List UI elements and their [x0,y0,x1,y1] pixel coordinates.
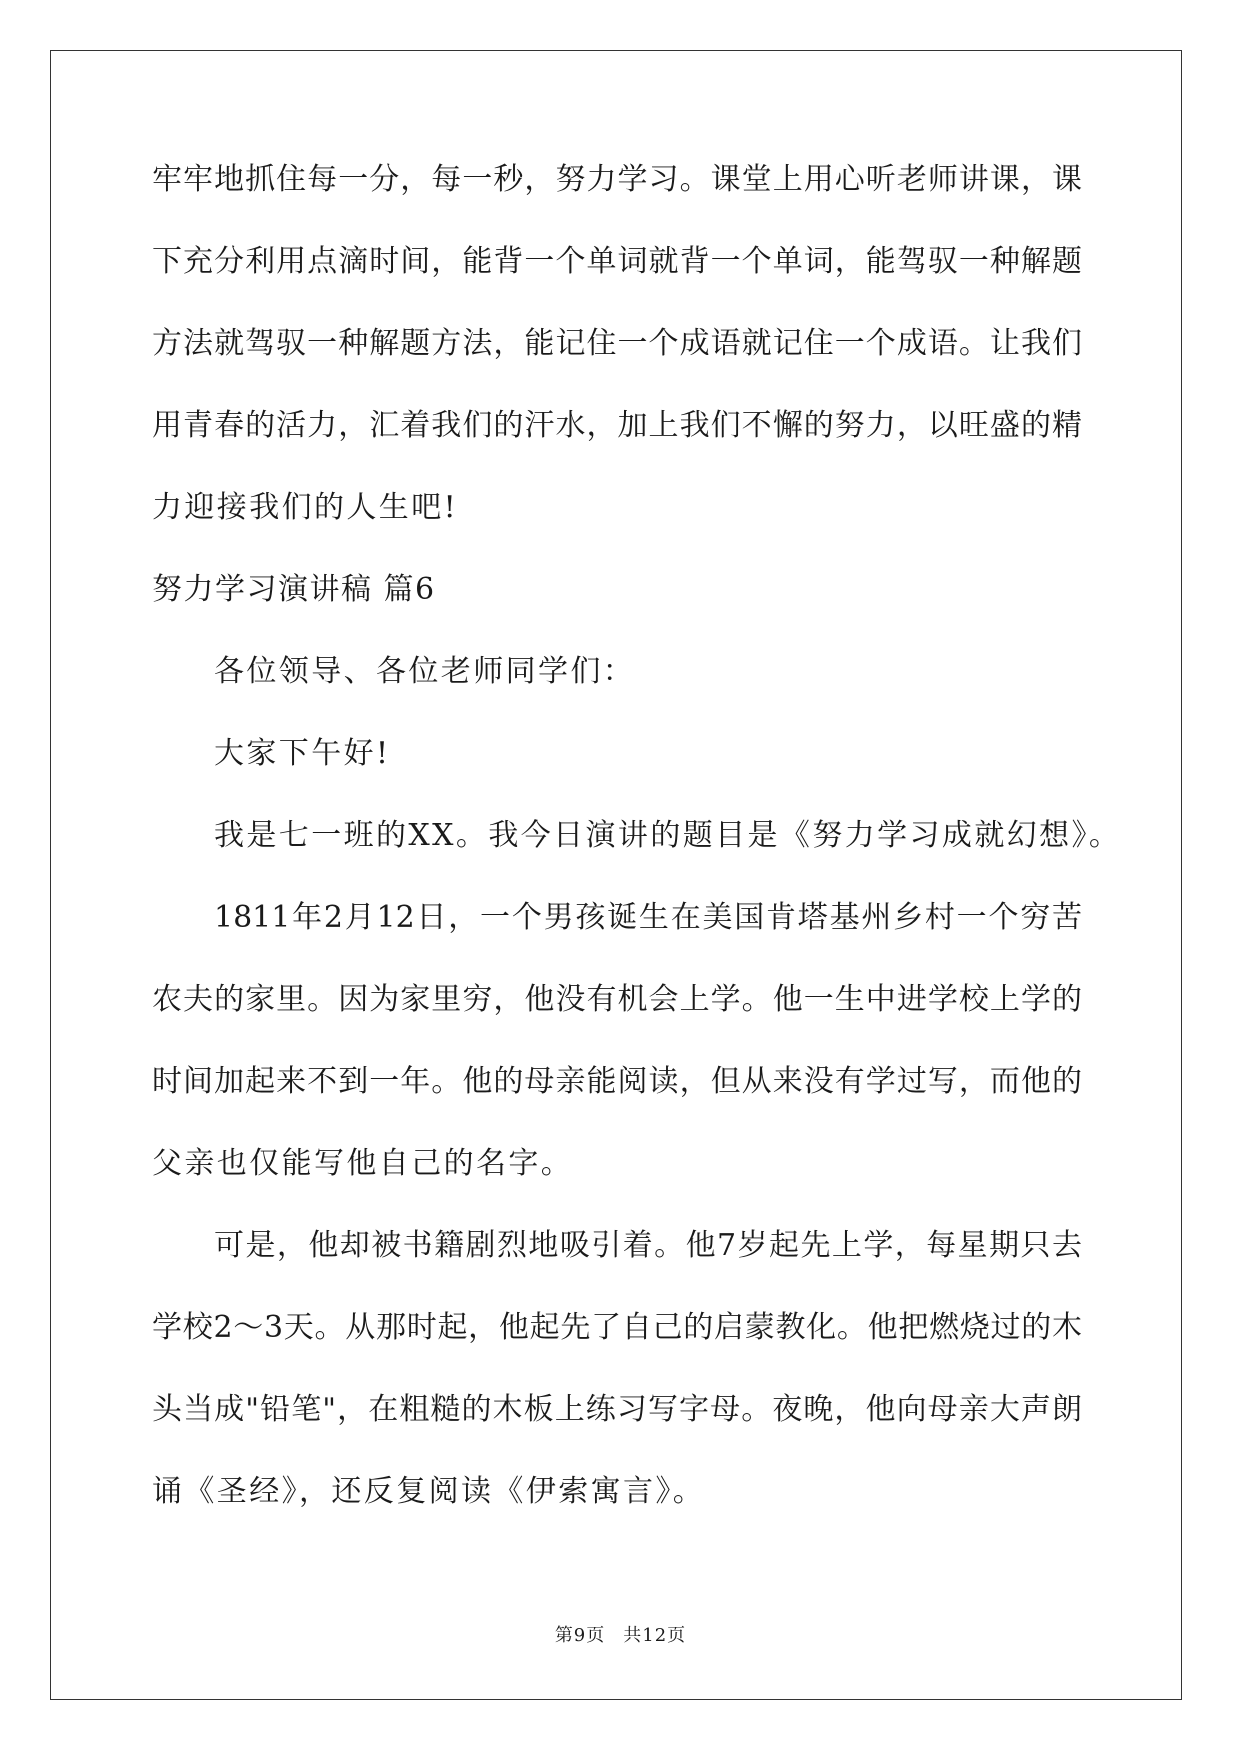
text-line: 牢牢地抓住每一分，每一秒，努力学习。课堂上用心听老师讲课，课 [152,162,1082,197]
text-line: 父亲也仅能写他自己的名字。 [152,1146,574,1181]
text-line: 力迎接我们的人生吧! [152,490,459,525]
text-line: 我是七一班的XX。我今日演讲的题目是《努力学习成就幻想》。 [214,818,1122,853]
text-line: 诵《圣经》，还反复阅读《伊索寓言》。 [152,1474,706,1509]
salutation: 各位领导、各位老师同学们： [214,654,636,689]
page-footer [0,1621,1241,1647]
text-line: 头当成"铅笔"，在粗糙的木板上练习写字母。夜晚，他向母亲大声朗 [152,1392,1082,1427]
page-number: 第9页 [554,1625,606,1646]
text-line: 1811年2月12日，一个男孩诞生在美国肯塔基州乡村一个穷苦 [214,900,1082,935]
text-line: 用青春的活力，汇着我们的汗水，加上我们不懈的努力，以旺盛的精 [152,408,1082,443]
document-body [152,155,1122,1549]
text-line: 农夫的家里。因为家里穷，他没有机会上学。他一生中进学校上学的 [152,982,1082,1017]
text-line: 学校2～3天。从那时起，他起先了自己的启蒙教化。他把燃烧过的木 [152,1310,1082,1345]
page-total: 共12页 [623,1625,687,1646]
text-line: 方法就驾驭一种解题方法，能记住一个成语就记住一个成语。让我们 [152,326,1082,361]
text-line: 时间加起来不到一年。他的母亲能阅读，但从来没有学过写，而他的 [152,1064,1082,1099]
greeting: 大家下午好! [214,736,391,771]
text-line: 可是，他却被书籍剧烈地吸引着。他7岁起先上学，每星期只去 [214,1228,1082,1263]
text-line: 下充分利用点滴时间，能背一个单词就背一个单词，能驾驭一种解题 [152,244,1082,279]
section-heading: 努力学习演讲稿 篇6 [152,572,436,607]
